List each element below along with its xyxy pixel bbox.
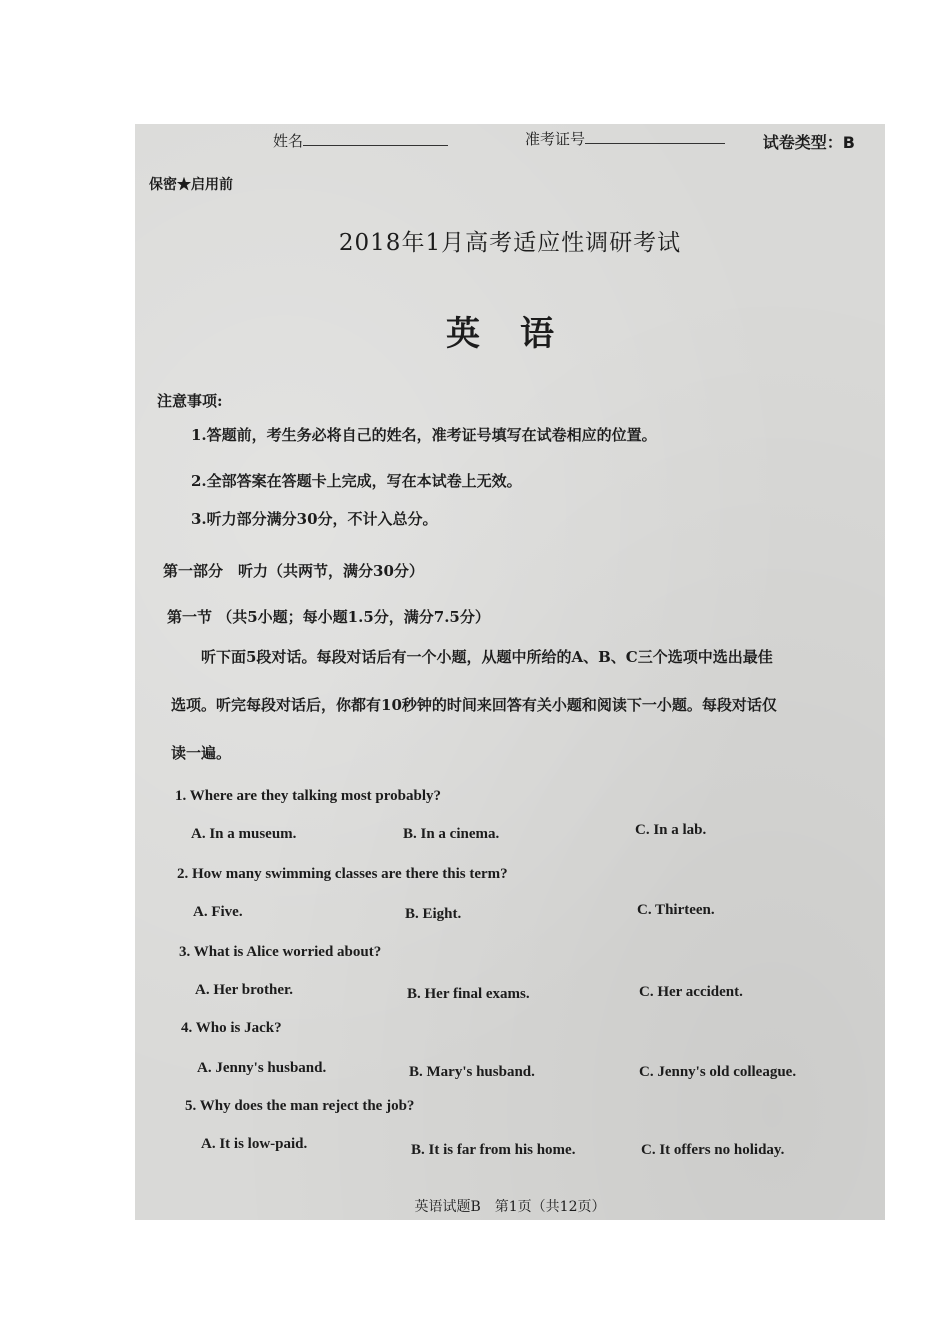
- part-heading: 第一部分 听力（共两节，满分30分）: [163, 562, 424, 580]
- confidential-label: 保密★启用前: [149, 177, 233, 193]
- option-a: A. Her brother.: [195, 982, 294, 998]
- question: 5. Why does the man reject the job?: [185, 1098, 415, 1114]
- exam-id-blank: [585, 129, 725, 144]
- question: 1. Where are they talking most probably?: [175, 788, 441, 804]
- notice-item: 3.听力部分满分30分，不计入总分。: [191, 510, 438, 528]
- option-a: A. It is low-paid.: [201, 1136, 308, 1152]
- question: 2. How many swimming classes are there this term?: [177, 866, 508, 882]
- option-c: C. Thirteen.: [637, 902, 715, 918]
- option-a: A. Five.: [193, 904, 243, 920]
- option-b: B. Her final exams.: [407, 986, 530, 1002]
- option-c: C. It offers no holiday.: [641, 1142, 785, 1158]
- option-c: C. Her accident.: [639, 984, 743, 1000]
- instruction-line: 听下面5段对话。每段对话后有一个小题，从题中所给的A、B、C三个选项中选出最佳: [201, 648, 773, 666]
- name-blank: [303, 131, 448, 146]
- notice-item: 1.答题前，考生务必将自己的姓名，准考证号填写在试卷相应的位置。: [191, 426, 657, 444]
- option-b: B. It is far from his home.: [411, 1142, 576, 1158]
- question: 4. Who is Jack?: [181, 1020, 282, 1036]
- subject-title: 英语: [446, 314, 594, 354]
- instruction-line: 读一遍。: [171, 744, 232, 762]
- exam-page: [135, 124, 885, 1220]
- notice-heading: 注意事项:: [157, 392, 223, 410]
- option-b: B. In a cinema.: [403, 826, 500, 842]
- exam-title: 2018年1月高考适应性调研考试: [338, 230, 682, 256]
- option-a: A. In a museum.: [191, 826, 297, 842]
- page-footer: 英语试题B 第1页（共12页）: [414, 1199, 606, 1215]
- option-c: C. In a lab.: [635, 822, 707, 838]
- notice-item: 2.全部答案在答题卡上完成，写在本试卷上无效。: [191, 472, 522, 490]
- option-b: B. Mary's husband.: [409, 1064, 535, 1080]
- exam-id-label: 准考证号: [525, 130, 586, 148]
- exam-id-field: [525, 128, 725, 149]
- option-b: B. Eight.: [405, 906, 462, 922]
- name-label: 姓名: [273, 132, 304, 150]
- section-heading: 第一节 （共5小题；每小题1.5分，满分7.5分）: [167, 608, 490, 626]
- question: 3. What is Alice worried about?: [179, 944, 382, 960]
- option-c: C. Jenny's old colleague.: [639, 1064, 797, 1080]
- option-a: A. Jenny's husband.: [197, 1060, 327, 1076]
- instruction-line: 选项。听完每段对话后，你都有10秒钟的时间来回答有关小题和阅读下一小题。每段对话仅: [171, 696, 777, 714]
- name-field: [273, 130, 448, 151]
- exam-type: 试卷类型：B: [762, 133, 855, 152]
